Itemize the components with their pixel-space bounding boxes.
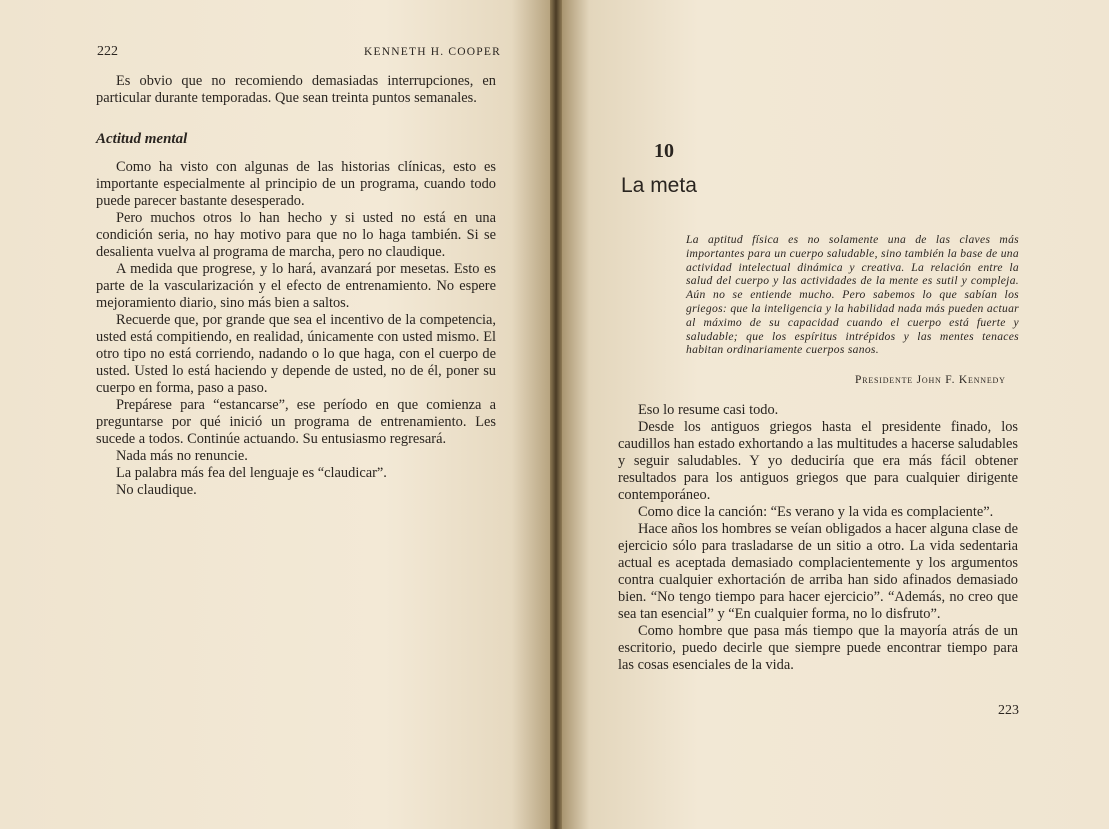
paragraph: Desde los antiguos griegos hasta el presidente finado, los caudillos han estado exhortando a las multitudes a hacerse saludables y seguir saludables. Y yo deduciría que era más fácil obtener resultados para los antiguos griegos que para cualquier dirigente contemporáneo. [618, 419, 1018, 503]
paragraph: Hace años los hombres se veían obligados a hacer alguna clase de ejercicio sólo para trasladarse de un sitio a otro. La vida sedentaria actual es aceptada demasiado complacientemente y los argumentos contra cualquier exhortación de arriba han sido afinados demasiado bien. “No tengo tiempo para hacer ejercicio”. “Además, no creo que sea tan esencial” y “En cualquier forma, no lo disfruto”. [618, 521, 1018, 622]
paragraph: Recuerde que, por grande que sea el incentivo de la competencia, usted está compitiendo, en realidad, únicamente con usted mismo. El otro tipo no está corriendo, nadando o lo que haga, con el cuerpo de usted. Usted lo está haciendo y depende de usted, no de él, poner su cuerpo en forma, paso a paso. [96, 312, 496, 396]
section-title: Actitud mental [96, 131, 188, 147]
paragraph: Como dice la canción: “Es verano y la vida es complaciente”. [638, 504, 994, 520]
paragraph: Eso lo resume casi todo. [638, 402, 779, 418]
paragraph: Como ha visto con algunas de las historias clínicas, esto es importante especialmente al principio de un programa, cuando todo puede parecer bastante desesperado. [96, 159, 496, 209]
right-body-text [618, 402, 1018, 674]
paragraph: No claudique. [116, 482, 197, 498]
epigraph: La aptitud física es no solamente una de las claves más importantes para un cuerpo saludable, sino también la base de una actividad intelectual dinámica y creativa. La relación entre la salud del cuerpo y las actividades de la mente es sutil y compleja. Aún no se entiende mucho. Pero sabemos lo que sabían los griegos: que la inteligencia y la habilidad nada más pueden actuar al máximo de su capacidad cuando el cuerpo está fuerte y saludable; que los espíritus intrépidos y las mentes tenaces habitan ordinariamente cuerpos sanos. [686, 233, 1019, 357]
intro-text [96, 73, 496, 107]
chapter-number: 10 [654, 140, 674, 162]
paragraph: Pero muchos otros lo han hecho y si usted no está en una condición seria, no hay motivo para que no lo haga también. Si se desalienta vuelva al programa de marcha, pero no claudique. [96, 210, 496, 260]
book-gutter [550, 0, 562, 829]
left-page [0, 0, 550, 829]
page-number-left: 222 [97, 44, 118, 59]
left-body-text [96, 159, 496, 499]
paragraph: La palabra más fea del lenguaje es “claudicar”. [116, 465, 387, 481]
paragraph: Prepárese para “estancarse”, ese período en que comienza a preguntarse por qué inició un programa de entrenamiento. Les sucede a todos. Continúe actuando. Su entusiasmo regresará. [96, 397, 496, 447]
paragraph: Como hombre que pasa más tiempo que la mayoría atrás de un escritorio, puedo decirle que siempre puede encontrar tiempo para las cosas esenciales de la vida. [618, 623, 1018, 673]
page-number-right: 223 [998, 703, 1019, 718]
epigraph-attribution: Presidente John F. Kennedy [855, 374, 1006, 386]
running-head: KENNETH H. COOPER [364, 46, 501, 58]
paragraph: Nada más no renuncie. [116, 448, 248, 464]
intro-paragraph: Es obvio que no recomiendo demasiadas interrupciones, en particular durante temporadas. Que sean treinta puntos semanales. [96, 73, 496, 106]
paragraph: A medida que progrese, y lo hará, avanzará por mesetas. Esto es parte de la vascularización y el efecto de entrenamiento. No espere mejoramiento diario, sino más bien a saltos. [96, 261, 496, 311]
chapter-title: La meta [621, 174, 697, 197]
